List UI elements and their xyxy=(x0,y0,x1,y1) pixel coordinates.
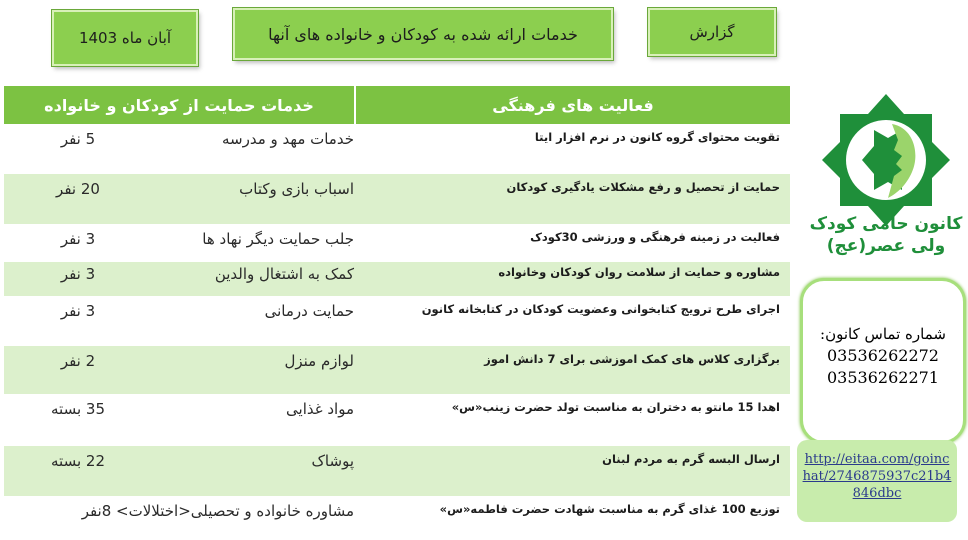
table-row xyxy=(4,346,790,394)
table-row xyxy=(4,224,790,262)
table-row xyxy=(4,496,790,540)
table-row xyxy=(4,296,790,346)
count-text: 22 بسته xyxy=(51,452,105,470)
header-cultural-activities: فعالیت های فرهنگی xyxy=(356,86,790,124)
activity-text: حمایت از تحصیل و رفع مشکلات یادگیری کودکان xyxy=(506,180,780,194)
activity-text: فعالیت در زمینه فرهنگی و ورزشی 30کودک xyxy=(530,230,780,244)
eitaa-link[interactable]: http://eitaa.com/goinchat/2746875937c21b4846dbc xyxy=(802,452,952,501)
activity-text: توزیع 100 غذای گرم به مناسبت شهادت حضرت فاطمه«س» xyxy=(439,502,780,516)
contact-label: شماره تماس کانون: xyxy=(820,325,946,343)
service-text: کمک به اشتغال والدین xyxy=(214,265,354,283)
count-text: 35 بسته xyxy=(51,400,105,418)
contact-box xyxy=(800,278,966,444)
logo-text: کانون حامی کودک xyxy=(809,214,963,234)
count-text: 2 نفر xyxy=(60,352,96,370)
count-text: 3 نفر xyxy=(60,230,96,248)
phone-number-2: 03536262271 xyxy=(827,368,939,387)
link-box xyxy=(797,440,957,522)
service-text: جلب حمایت دیگر نهاد ها xyxy=(202,230,354,248)
service-text: لوازم منزل xyxy=(284,352,354,370)
service-text: مشاوره خانواده و تحصیلی<اختلالات> 8نفر xyxy=(81,502,354,520)
count-text: 3 نفر xyxy=(60,265,96,283)
service-text: اسباب بازی وکتاب xyxy=(239,180,354,198)
activity-text: مشاوره و حمایت از سلامت روان کودکان وخانواده xyxy=(498,265,780,279)
activity-text: ارسال البسه گرم به مردم لبنان xyxy=(602,452,780,466)
header-child-services: خدمات حمایت از کودکان و خانواده xyxy=(4,86,354,124)
count-text: 20 نفر xyxy=(56,180,100,198)
service-text: پوشاک xyxy=(311,452,354,470)
count-text: 5 نفر xyxy=(60,130,96,148)
service-text: خدمات مهد و مدرسه xyxy=(221,130,354,148)
count-text: 3 نفر xyxy=(60,302,96,320)
service-text: مواد غذایی xyxy=(286,400,354,418)
page-title: خدمات ارائه شده به کودکان و خانواده های آنها xyxy=(233,8,613,60)
table-row xyxy=(4,394,790,446)
logo-subtext: ولی عصر(عج) xyxy=(826,236,946,256)
activity-text: اهدا 15 مانتو به دختران به مناسبت تولد حضرت زینب«س» xyxy=(451,400,780,414)
table-row xyxy=(4,174,790,224)
service-text: حمایت درمانی xyxy=(264,302,354,320)
activity-text: اجرای طرح ترویج کتابخوانی وعضویت کودکان در کتابخانه کانون xyxy=(421,302,780,316)
date-badge: آبان ماه 1403 xyxy=(52,10,198,66)
phone-number-1: 03536262272 xyxy=(827,346,939,365)
table-row xyxy=(4,446,790,496)
activity-text: برگزاری کلاس های کمک اموزشی برای 7 دانش اموز xyxy=(484,352,780,366)
activity-text: تقویت محتوای گروه کانون در نرم افزار ایتا xyxy=(534,130,780,144)
table-row xyxy=(4,124,790,174)
tab-report: گزارش xyxy=(648,8,776,56)
table-row xyxy=(4,262,790,296)
